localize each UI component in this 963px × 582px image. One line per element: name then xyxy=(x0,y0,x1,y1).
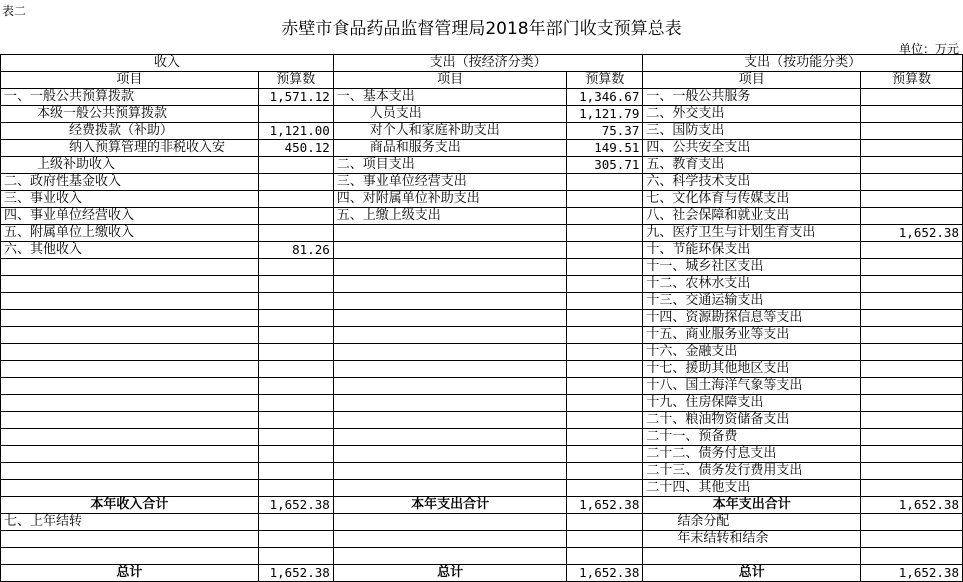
income-item-label xyxy=(1,344,259,361)
income-item-label xyxy=(1,327,259,344)
func-item-label: 十九、住房保障支出 xyxy=(643,395,861,412)
income-item-label: 六、其他收入 xyxy=(1,242,259,259)
table-row xyxy=(1,548,963,565)
table-row xyxy=(1,480,963,497)
income-item-label: 二、政府性基金收入 xyxy=(1,174,259,191)
income-item-value xyxy=(258,361,333,378)
econ-item-label xyxy=(333,327,567,344)
func-item-value xyxy=(861,89,963,106)
table-row xyxy=(1,140,963,157)
econ-item-value xyxy=(567,361,643,378)
grand-income-total-value: 1,652.38 xyxy=(258,565,333,582)
income-item-label xyxy=(1,429,259,446)
income-item-label: 经费拨款（补助） xyxy=(1,123,259,140)
table-row xyxy=(1,412,963,429)
column-header-row xyxy=(1,72,963,89)
income-item-value xyxy=(258,344,333,361)
func-item-label: 九、医疗卫生与计划生育支出 xyxy=(643,225,861,242)
func-item-value xyxy=(861,412,963,429)
income-item-value xyxy=(258,327,333,344)
income-item-value xyxy=(258,293,333,310)
table-row xyxy=(1,276,963,293)
income-item-label xyxy=(1,480,259,497)
econ-item-value xyxy=(567,242,643,259)
table-row xyxy=(1,89,963,106)
empty-cell xyxy=(1,548,259,565)
empty-cell xyxy=(567,548,643,565)
income-item-value xyxy=(258,276,333,293)
func-item-label: 十一、城乡社区支出 xyxy=(643,259,861,276)
func-item-value xyxy=(861,310,963,327)
empty-cell xyxy=(567,531,643,548)
func-item-label: 十五、商业服务业等支出 xyxy=(643,327,861,344)
econ-item-value xyxy=(567,191,643,208)
econ-item-value: 305.71 xyxy=(567,157,643,174)
empty-cell xyxy=(861,531,963,548)
econ-item-label xyxy=(333,276,567,293)
econ-item-label: 对个人和家庭补助支出 xyxy=(333,123,567,140)
income-item-value xyxy=(258,395,333,412)
econ-item-value xyxy=(567,344,643,361)
econ-item-value: 75.37 xyxy=(567,123,643,140)
func-item-label: 十三、交通运输支出 xyxy=(643,293,861,310)
income-item-label xyxy=(1,259,259,276)
table-row xyxy=(1,378,963,395)
func-item-value xyxy=(861,327,963,344)
econ-item-label: 商品和服务支出 xyxy=(333,140,567,157)
income-item-value: 450.12 xyxy=(258,140,333,157)
econ-item-value: 1,121.79 xyxy=(567,106,643,123)
econ-item-label xyxy=(333,344,567,361)
econ-item-value xyxy=(567,259,643,276)
col-item: 项目 xyxy=(643,72,861,89)
section-header-row xyxy=(1,55,963,72)
econ-item-value xyxy=(567,463,643,480)
func-item-value xyxy=(861,293,963,310)
sheet-label: 表二 xyxy=(2,4,27,18)
year-income-total-label: 本年收入合计 xyxy=(1,497,259,514)
empty-cell xyxy=(333,514,567,531)
econ-item-value: 1,346.67 xyxy=(567,89,643,106)
func-item-label: 二十二、债务付息支出 xyxy=(643,446,861,463)
econ-item-label: 人员支出 xyxy=(333,106,567,123)
func-item-value xyxy=(861,157,963,174)
table-row xyxy=(1,293,963,310)
income-item-value xyxy=(258,208,333,225)
func-item-label: 二十一、预备费 xyxy=(643,429,861,446)
income-item-label xyxy=(1,463,259,480)
func-item-label: 五、教育支出 xyxy=(643,157,861,174)
table-row xyxy=(1,565,963,582)
econ-item-value xyxy=(567,446,643,463)
func-item-label: 四、公共安全支出 xyxy=(643,140,861,157)
func-item-label: 十八、国土海洋气象等支出 xyxy=(643,378,861,395)
table-row xyxy=(1,123,963,140)
func-item-label: 十四、资源勘探信息等支出 xyxy=(643,310,861,327)
table-row xyxy=(1,344,963,361)
table-row xyxy=(1,191,963,208)
func-item-value xyxy=(861,208,963,225)
income-item-value xyxy=(258,191,333,208)
econ-item-value xyxy=(567,480,643,497)
func-item-label: 十二、农林水支出 xyxy=(643,276,861,293)
income-item-value: 1,571.12 xyxy=(258,89,333,106)
econ-item-value xyxy=(567,293,643,310)
year-func-total-value: 1,652.38 xyxy=(861,497,963,514)
table-row xyxy=(1,259,963,276)
income-item-label xyxy=(1,395,259,412)
empty-cell xyxy=(258,514,333,531)
page-title: 赤壁市食品药品监督管理局2018年部门收支预算总表 xyxy=(281,19,682,39)
econ-item-value xyxy=(567,225,643,242)
empty-cell xyxy=(258,548,333,565)
empty-cell xyxy=(258,531,333,548)
section-func: 支出（按功能分类） xyxy=(643,55,963,72)
income-item-value: 81.26 xyxy=(258,242,333,259)
func-item-value xyxy=(861,106,963,123)
year-func-total-label: 本年支出合计 xyxy=(643,497,861,514)
econ-item-value xyxy=(567,378,643,395)
func-item-label: 十七、援助其他地区支出 xyxy=(643,361,861,378)
table-row xyxy=(1,395,963,412)
unit-label: 单位：万元 xyxy=(898,42,959,56)
income-item-label xyxy=(1,293,259,310)
income-item-value xyxy=(258,480,333,497)
func-item-label: 一、一般公共服务 xyxy=(643,89,861,106)
econ-item-label xyxy=(333,480,567,497)
year-econ-total-value: 1,652.38 xyxy=(567,497,643,514)
econ-item-value: 149.51 xyxy=(567,140,643,157)
income-item-label: 一、一般公共预算拨款 xyxy=(1,89,259,106)
section-income: 收入 xyxy=(1,55,334,72)
income-item-label xyxy=(1,378,259,395)
func-item-value xyxy=(861,191,963,208)
income-item-label: 五、附属单位上缴收入 xyxy=(1,225,259,242)
empty-cell xyxy=(567,514,643,531)
func-item-label: 十六、金融支出 xyxy=(643,344,861,361)
table-row xyxy=(1,242,963,259)
col-item: 项目 xyxy=(333,72,567,89)
income-item-label xyxy=(1,361,259,378)
grand-econ-total-label: 总计 xyxy=(333,565,567,582)
econ-item-value xyxy=(567,429,643,446)
func-item-label: 二、外交支出 xyxy=(643,106,861,123)
func-item-label: 十、节能环保支出 xyxy=(643,242,861,259)
table-row xyxy=(1,310,963,327)
empty-cell xyxy=(861,514,963,531)
econ-item-label xyxy=(333,412,567,429)
carry-income-label: 七、上年结转 xyxy=(1,514,259,531)
econ-item-value xyxy=(567,174,643,191)
func-item-label: 三、国防支出 xyxy=(643,123,861,140)
econ-item-label xyxy=(333,242,567,259)
grand-income-total-label: 总计 xyxy=(1,565,259,582)
empty-cell xyxy=(1,531,259,548)
grand-func-total-label: 总计 xyxy=(643,565,861,582)
income-item-value xyxy=(258,174,333,191)
econ-item-label xyxy=(333,225,567,242)
income-item-label xyxy=(1,446,259,463)
func-item-value xyxy=(861,480,963,497)
table-row xyxy=(1,497,963,514)
table-row xyxy=(1,208,963,225)
func-item-value xyxy=(861,395,963,412)
func-item-value xyxy=(861,259,963,276)
func-item-label: 二十三、债务发行费用支出 xyxy=(643,463,861,480)
func-item-value xyxy=(861,463,963,480)
func-item-value: 1,652.38 xyxy=(861,225,963,242)
income-item-label: 上级补助收入 xyxy=(1,157,259,174)
income-item-label xyxy=(1,276,259,293)
func-item-label: 八、社会保障和就业支出 xyxy=(643,208,861,225)
income-item-label xyxy=(1,412,259,429)
income-item-value: 1,121.00 xyxy=(258,123,333,140)
section-econ: 支出（按经济分类） xyxy=(333,55,643,72)
func-item-value xyxy=(861,242,963,259)
income-item-value xyxy=(258,157,333,174)
econ-item-label: 一、基本支出 xyxy=(333,89,567,106)
func-item-value xyxy=(861,361,963,378)
econ-item-value xyxy=(567,412,643,429)
func-item-value xyxy=(861,174,963,191)
table-row xyxy=(1,463,963,480)
income-item-value xyxy=(258,463,333,480)
empty-cell xyxy=(333,531,567,548)
table-row xyxy=(1,446,963,463)
income-item-value xyxy=(258,412,333,429)
empty-cell xyxy=(861,548,963,565)
table-row xyxy=(1,157,963,174)
table-row xyxy=(1,514,963,531)
carry-func-label-1: 结余分配 xyxy=(643,514,861,531)
carry-func-label-2: 年末结转和结余 xyxy=(643,531,861,548)
func-item-value xyxy=(861,344,963,361)
econ-item-value xyxy=(567,395,643,412)
econ-item-label xyxy=(333,361,567,378)
empty-cell xyxy=(643,548,861,565)
income-item-label: 纳入预算管理的非税收入安 xyxy=(1,140,259,157)
table-row xyxy=(1,174,963,191)
econ-item-label: 四、对附属单位补助支出 xyxy=(333,191,567,208)
income-item-value xyxy=(258,378,333,395)
income-item-value xyxy=(258,259,333,276)
econ-item-label xyxy=(333,310,567,327)
func-item-value xyxy=(861,429,963,446)
func-item-label: 二十四、其他支出 xyxy=(643,480,861,497)
table-row xyxy=(1,327,963,344)
func-item-value xyxy=(861,123,963,140)
econ-item-label: 三、事业单位经营支出 xyxy=(333,174,567,191)
func-item-value xyxy=(861,276,963,293)
econ-item-label xyxy=(333,259,567,276)
income-item-value xyxy=(258,429,333,446)
econ-item-value xyxy=(567,310,643,327)
col-amount: 预算数 xyxy=(258,72,333,89)
income-item-label xyxy=(1,310,259,327)
econ-item-label xyxy=(333,293,567,310)
income-item-label: 三、事业收入 xyxy=(1,191,259,208)
econ-item-label xyxy=(333,463,567,480)
econ-item-value xyxy=(567,276,643,293)
income-item-value xyxy=(258,225,333,242)
econ-item-value xyxy=(567,327,643,344)
table-row xyxy=(1,429,963,446)
func-item-value xyxy=(861,446,963,463)
func-item-value xyxy=(861,140,963,157)
econ-item-label xyxy=(333,395,567,412)
income-item-value xyxy=(258,446,333,463)
econ-item-label xyxy=(333,446,567,463)
econ-item-value xyxy=(567,208,643,225)
budget-table xyxy=(0,54,963,582)
income-item-label: 本级一般公共预算拨款 xyxy=(1,106,259,123)
table-row xyxy=(1,106,963,123)
year-econ-total-label: 本年支出合计 xyxy=(333,497,567,514)
econ-item-label xyxy=(333,378,567,395)
col-amount: 预算数 xyxy=(861,72,963,89)
func-item-label: 七、文化体育与传媒支出 xyxy=(643,191,861,208)
income-item-value xyxy=(258,310,333,327)
col-item: 项目 xyxy=(1,72,259,89)
func-item-value xyxy=(861,378,963,395)
grand-econ-total-value: 1,652.38 xyxy=(567,565,643,582)
func-item-label: 二十、粮油物资储备支出 xyxy=(643,412,861,429)
econ-item-label: 二、项目支出 xyxy=(333,157,567,174)
table-row xyxy=(1,225,963,242)
income-item-label: 四、事业单位经营收入 xyxy=(1,208,259,225)
year-income-total-value: 1,652.38 xyxy=(258,497,333,514)
table-row xyxy=(1,531,963,548)
col-amount: 预算数 xyxy=(567,72,643,89)
grand-func-total-value: 1,652.38 xyxy=(861,565,963,582)
econ-item-label xyxy=(333,429,567,446)
econ-item-label: 五、上缴上级支出 xyxy=(333,208,567,225)
table-row xyxy=(1,361,963,378)
func-item-label: 六、科学技术支出 xyxy=(643,174,861,191)
empty-cell xyxy=(333,548,567,565)
income-item-value xyxy=(258,106,333,123)
